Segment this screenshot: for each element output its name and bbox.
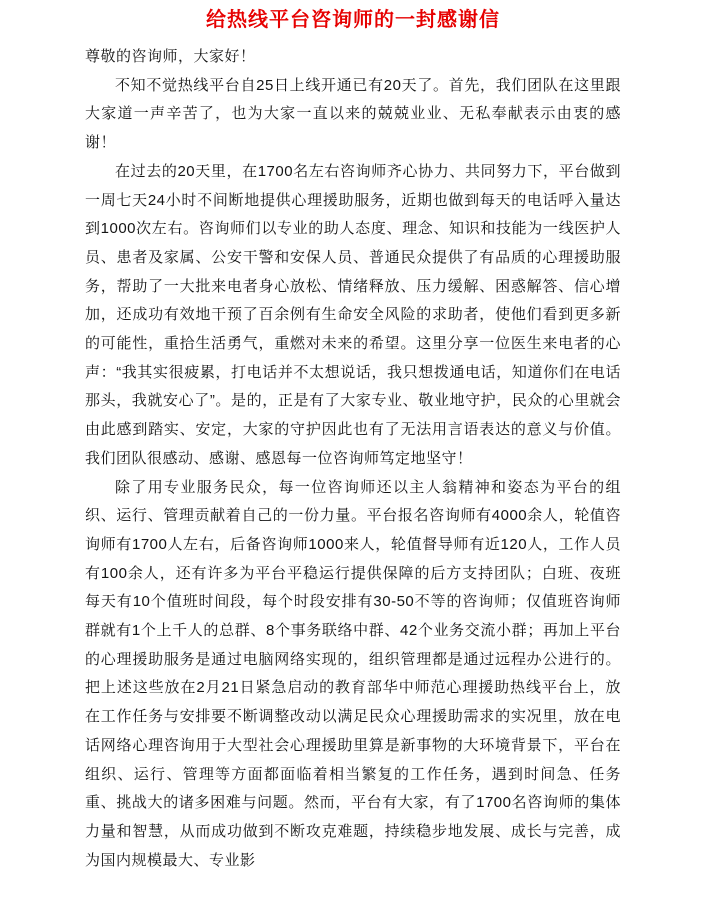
paragraph-3: 在过去的20天里，在1700名左右咨询师齐心协力、共同努力下，平台做到一周七天24小时不间断地提供心理援助服务，近期也做到每天的电话呼入量达到1000次左右。咨询师们以专业的助人态度、理念、知识和技能为一线医护人员、患者及家属、公安干警和安保人员、普通民众提供了有品质的心理援助服务，帮助了一大批来电者身心放松、情绪释放、压力缓解、困惑解答、信心增加，还成功有效地干预了百余例有生命安全风险的求助者，使他们看到更多新的可能性，重拾生活勇气，重燃对未来的希望。这里分享一位医生来电者的心声：“我其实很疲累，打电话并不太想说话，我只想拨通电话，知道你们在电话那头，我就安心了”。是的，正是有了大家专业、敬业地守护，民众的心里就会由此感到踏实、安定，大家的守护因此也有了无法用言语表达的意义与价值。我们团队很感动、感谢、感恩每一位咨询师笃定地坚守！ <box>85 162 621 467</box>
letter-body <box>85 43 621 875</box>
paragraph-4: 除了用专业服务民众，每一位咨询师还以主人翁精神和姿态为平台的组织、运行、管理贡献着自己的一份力量。平台报名咨询师有4000余人，轮值咨询师有1700人左右，后备咨询师1000来人，轮值督导师有近120人，工作人员有100余人，还有许多为平台平稳运行提供保障的后方支持团队；白班、夜班每天有10个值班时间段，每个时段安排有30-50不等的咨询师；仅值班咨询师群就有1个上千人的总群、8个事务联络中群、42个业务交流小群；再加上平台的心理援助服务是通过电脑网络实现的，组织管理都是通过远程办公进行的。把上述这些放在2月21日紧急启动的教育部华中师范心理援助热线平台上，放在工作任务与安排要不断调整改动以满足民众心理援助需求的实况里，放在电话网络心理咨询用于大型社会心理援助里算是新事物的大环境背景下，平台在组织、运行、管理等方面都面临着相当繁复的工作任务，遇到时间急、任务重、挑战大的诸多困难与问题。然而，平台有大家，有了1700名咨询师的集体力量和智慧，从而成功做到不断攻克难题，持续稳步地发展、成长与完善，成为国内规模最大、专业影 <box>85 478 621 869</box>
document-title: 给热线平台咨询师的一封感谢信 <box>206 9 500 31</box>
paragraph-1: 尊敬的咨询师，大家好！ <box>85 48 256 65</box>
paragraph-2: 不知不觉热线平台自25日上线开通已有20天了。首先，我们团队在这里跟大家道一声辛苦了，也为大家一直以来的兢兢业业、无私奉献表示由衷的感谢！ <box>85 76 621 152</box>
